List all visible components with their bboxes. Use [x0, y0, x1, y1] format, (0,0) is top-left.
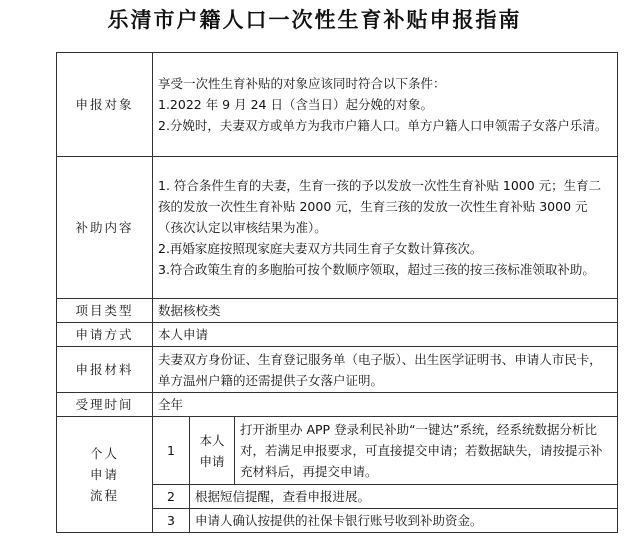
step-text: 打开浙里办 APP 登录利民补助“一键达”系统，经系统数据分析比对，若满足申报要求，可直接提交申请；若数据缺失，请按提示补充材料后，再提交申请。 [235, 417, 618, 485]
step-sublabel [190, 417, 235, 485]
subsidy-content-line: 3.符合政策生育的多胞胎可按个数顺序领取，超过三孩的按三孩标准领取补助。 [158, 262, 595, 277]
row-subsidy-content [57, 157, 618, 299]
step-number: 3 [153, 509, 190, 533]
process-label-line: 申请 [89, 467, 119, 482]
materials-label: 申报材料 [57, 347, 153, 393]
row-project-type [57, 299, 618, 323]
apply-object-content [153, 53, 618, 157]
process-label [57, 417, 153, 533]
page-title: 乐清市户籍人口一次性生育补贴申报指南 [107, 7, 522, 32]
materials-value: 夫妻双方身份证、生育登记服务单（电子版）、出生医学证明书、申请人市民卡，单方温州户籍的还需提供子女落户证明。 [153, 347, 618, 393]
subsidy-content-body [153, 157, 618, 299]
row-apply-method [57, 323, 618, 347]
subsidy-content-label: 补助内容 [57, 157, 153, 299]
step-number: 2 [153, 485, 190, 509]
subsidy-content-line: 1. 符合条件生育的夫妻，生育一孩的予以发放一次性生育补贴 1000 元；生育二孩的发放一次性生育补贴 2000 元，生育三孩的发放一次性生育补贴 3000 元（孩次认定以审核结果为准）。 [158, 178, 602, 235]
step-number: 1 [153, 417, 190, 485]
step-text: 根据短信提醒，查看申报进展。 [190, 485, 618, 509]
row-apply-object [57, 53, 618, 157]
apply-method-value: 本人申请 [153, 323, 618, 347]
project-type-label: 项目类型 [57, 299, 153, 323]
apply-object-line: 享受一次性生育补贴的对象应该同时符合以下条件： [158, 76, 446, 91]
step-sublabel-line: 本人 [199, 432, 225, 448]
apply-object-line: 1.2022 年 9 月 24 日（含当日）起分娩的对象。 [158, 97, 433, 112]
row-accept-time [57, 393, 618, 417]
apply-object-line: 2.分娩时，夫妻双方或单方为我市户籍人口。单方户籍人口申领需子女落户乐清。 [158, 118, 608, 133]
project-type-value: 数据核校类 [153, 299, 618, 323]
apply-method-label: 申请方式 [57, 323, 153, 347]
row-materials [57, 347, 618, 393]
process-label-line: 个人 [89, 446, 119, 461]
step-text: 申请人确认按提供的社保卡银行账号收到补助资金。 [190, 509, 618, 533]
subsidy-content-line: 2.再婚家庭按照现家庭夫妻双方共同生育子女数计算孩次。 [158, 241, 483, 256]
process-step-row [57, 417, 618, 485]
apply-object-label: 申报对象 [57, 53, 153, 157]
process-label-line: 流程 [89, 488, 119, 503]
step-sublabel-line: 申请 [199, 453, 225, 469]
accept-time-label: 受理时间 [57, 393, 153, 417]
application-guide-table [56, 52, 618, 533]
accept-time-value: 全年 [153, 393, 618, 417]
